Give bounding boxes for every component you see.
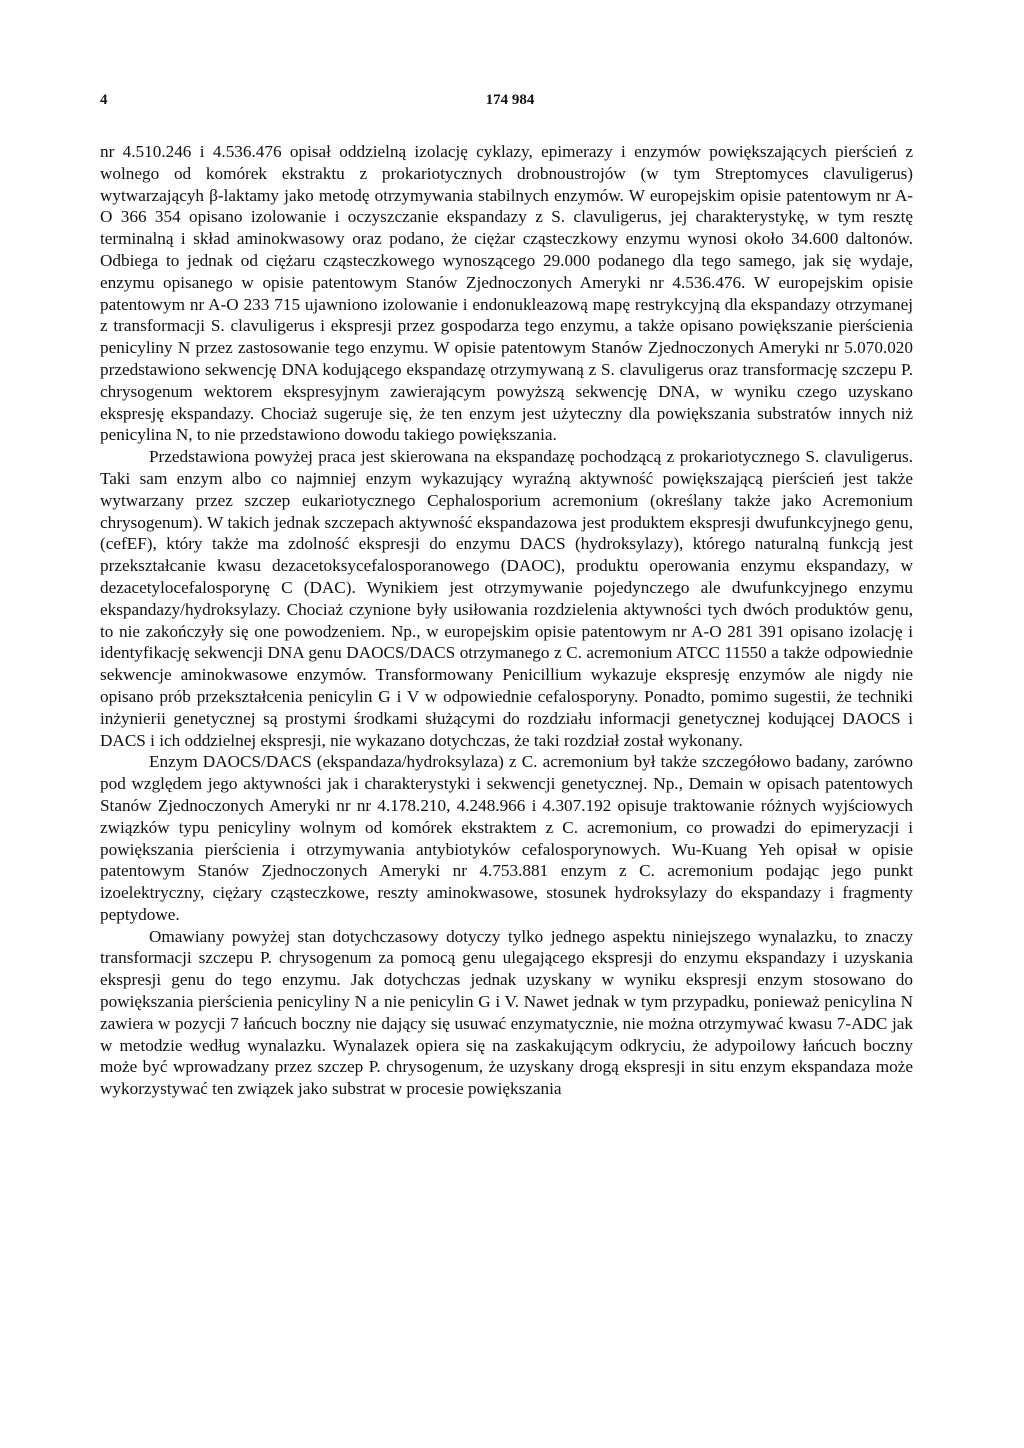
patent-number: 174 984 (485, 92, 535, 108)
paragraph: Omawiany powyżej stan dotychczasowy dotyczy tylko jednego aspektu niniejszego wynalazku, to znaczy transformacji szczepu P. chrysogenum za pomocą genu ulegającego ekspresji do enzymu ekspandazy i uzyskania ekspresji genu do tego enzymu. Jak dotychczas jednak uzyskany w wyniku ekspresji enzym stosowano do powiększania pierścienia penicyliny N a nie penicylin G i V. Nawet jednak w tym przypadku, ponieważ penicylina N zawiera w pozycji 7 łańcuch boczny nie dający się usuwać enzymatycznie, nie można otrzymywać kwasu 7-ADC jak w metodzie według wynalazku. Wynalazek opiera się na zaskakującym odkryciu, że adypoilowy łańcuch boczny może być wprowadzany przez szczep P. chrysogenum, że uzyskany drogą ekspresji in situ enzym ekspandaza może wykorzystywać ten związek jako substrat w procesie powiększania (100, 926, 913, 1099)
paragraph: Enzym DAOCS/DACS (ekspandaza/hydroksylaza) z C. acremonium był także szczegółowo badany, zarówno pod względem jego aktywności jak i charakterystyki i sekwencji genetycznej. Np., Demain w opisach patentowych Stanów Zjednoczonych Ameryki nr nr 4.178.210, 4.248.966 i 4.307.192 opisuje traktowanie różnych wyjściowych związków typu penicyliny wolnym od komórek ekstraktem z C. acremonium, co prowadzi do epimeryzacji i powiększania pierścienia i otrzymywania antybiotyków cefalosporynowych. Wu-Kuang Yeh opisał w opisie patentowym Stanów Zjednoczonych Ameryki nr 4.753.881 enzym z C. acremonium podając jego punkt izoelektryczny, ciężary cząsteczkowe, reszty aminokwasowe, stosunek hydroksylazy do ekspandazy i fragmenty peptydowe. (100, 752, 913, 924)
paragraph: Przedstawiona powyżej praca jest skierowana na ekspandazę pochodzącą z prokariotycznego S. clavuligerus. Taki sam enzym albo co najmniej enzym wykazujący wyraźną aktywność powiększającą pierścień jest także wytwarzany przez szczep eukariotycznego Cephalosporium acremonium (określany także jako Acremonium chrysogenum). W takich jednak szczepach aktywność ekspandazowa jest produktem ekspresji dwufunkcyjnego genu, (cefEF), który także ma zdolność ekspresji do enzymu DACS (hydroksylazy), którego naturalną funkcją jest przekształcanie kwasu dezacetoksycefalosporanowego (DAOC), produktu operowania enzymu ekspandazy, w dezacetylocefalosporynę C (DAC). Wynikiem jest otrzymywanie pojedynczego ale dwufunkcyjnego enzymu ekspandazy/hydroksylazy. Chociaż czynione były usiłowania rozdzielenia aktywności tych dwóch produktów genu, to nie zakończyły się one powodzeniem. Np., w europejskim opisie patentowym nr A-O 281 391 opisano izolację i identyfikację sekwencji DNA genu DAOCS/DACS otrzymanego z C. acremonium ATCC 11550 a także odpowiednie sekwencje aminokwasowe enzymów. Transformowany Penicillium wykazuje ekspresję enzymów ale nigdy nie opisano prób przekształcenia penicylin G i V w odpowiednie cefalosporyny. Ponadto, pomimo sugestii, że techniki inżynierii genetycznej są prostymi środkami służącymi do rozdziału informacji genetycznej kodującej DAOCS i DACS i ich oddzielnej ekspresji, nie wykazano dotychczas, że taki rozdział został wykonany. (100, 447, 913, 750)
page-number: 4 (100, 92, 108, 108)
paragraph-continuation: nr 4.510.246 i 4.536.476 opisał oddzielną izolację cyklazy, epimerazy i enzymów powiększających pierścień z wolnego od komórek ekstraktu z prokariotycznych drobnoustrojów (w tym Streptomyces clavuligerus) wytwarzającyh β-laktamy jako metodę otrzymywania stabilnych enzymów. W europejskim opisie patentowym nr A-O 366 354 opisano izolowanie i oczyszczanie ekspandazy z S. clavuligerus, jej charakterystykę, w tym resztę terminalną i skład aminokwasowy oraz podano, że ciężar cząsteczkowy enzymu wynosi około 34.600 daltonów. Odbiega to jednak od ciężaru cząsteczkowego wynoszącego 29.000 podanego dla tego samego, jak się wydaje, enzymu opisanego w opisie patentowym Stanów Zjednoczonych Ameryki nr 4.536.476. W europejskim opisie patentowym nr A-O 233 715 ujawniono izolowanie i endonukleazową mapę restrykcyjną dla ekspandazy otrzymanej z transformacji S. clavuligerus i ekspresji przez gospodarza tego enzymu, a także opisano powiększanie pierścienia penicyliny N przez zastosowanie tego enzymu. W opisie patentowym Stanów Zjednoczonych Ameryki nr 5.070.020 przedstawiono sekwencję DNA kodującego ekspandazę otrzymywaną z S. clavuligerus oraz transformację szczepu P. chrysogenum wektorem ekspresyjnym zawierającym powyższą sekwencję DNA, w wyniku czego uzyskano ekspresję ekspandazy. Chociaż sugeruje się, że ten enzym jest użyteczny dla powiększania substratów innych niż penicylina N, to nie przedstawiono dowodu takiego powiększania. (100, 142, 913, 445)
body-text (100, 141, 913, 1100)
page-header (100, 92, 920, 114)
